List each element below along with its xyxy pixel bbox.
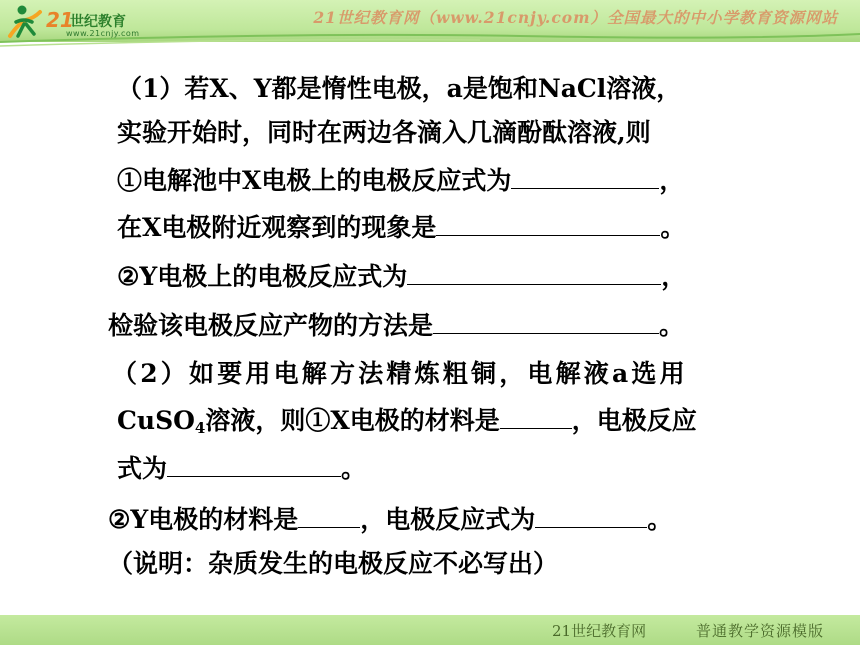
text-line-9b: 。 bbox=[341, 454, 367, 483]
text-line-6b: 。 bbox=[659, 311, 685, 340]
text-line-8c: ，电极反应 bbox=[571, 406, 697, 435]
question-1-line-2 bbox=[117, 118, 651, 148]
subscript-4: 4 bbox=[194, 419, 206, 437]
question-1-part-1 bbox=[117, 166, 684, 196]
text-line-10b: ，电极反应式为 bbox=[360, 505, 536, 534]
answer-blank-x-phenomenon[interactable] bbox=[436, 213, 660, 236]
text-line-2: 实验开始时，同时在两边各滴入几滴酚酞溶液,则 bbox=[117, 118, 651, 147]
question-2-part-2 bbox=[108, 505, 672, 535]
text-line-10c: 。 bbox=[647, 505, 673, 534]
text-line-8b: 溶液，则①X电极的材料是 bbox=[205, 406, 500, 435]
text-line-1: （1）若X、Y都是惰性电极，a是饱和NaCl溶液， bbox=[117, 74, 682, 103]
answer-blank-y-reaction[interactable] bbox=[407, 262, 661, 285]
svg-text:世纪教育: 世纪教育 bbox=[70, 14, 126, 30]
text-line-7: （2）如要用电解方法精炼粗铜，电解液a选用 bbox=[112, 359, 688, 388]
header-swoosh bbox=[0, 30, 860, 52]
question-2-part-1b bbox=[117, 454, 366, 484]
footer-banner bbox=[0, 615, 860, 645]
answer-blank-y-material[interactable] bbox=[298, 505, 360, 528]
text-line-5b: ， bbox=[661, 262, 687, 291]
logo-url-text: www.21cnjy.com bbox=[66, 29, 140, 38]
text-line-6a: 检验该电极反应产物的方法是 bbox=[108, 311, 434, 340]
answer-blank-x-equation[interactable] bbox=[167, 454, 341, 477]
text-line-9a: 式为 bbox=[117, 454, 168, 483]
text-line-3b: ， bbox=[659, 166, 685, 195]
text-line-4b: 。 bbox=[660, 213, 686, 242]
answer-blank-test-method[interactable] bbox=[433, 311, 659, 334]
answer-blank-x-reaction[interactable] bbox=[511, 166, 659, 189]
question-2-intro bbox=[112, 359, 688, 389]
text-line-8a: CuSO bbox=[117, 406, 195, 435]
question-1-part-1b bbox=[117, 213, 685, 243]
text-line-10a: ②Y电极的材料是 bbox=[108, 505, 299, 534]
question-1-part-2 bbox=[117, 262, 686, 292]
text-line-5a: ②Y电极上的电极反应式为 bbox=[117, 262, 408, 291]
text-line-4a: 在X电极附近观察到的现象是 bbox=[117, 213, 437, 242]
question-2-part-1 bbox=[117, 406, 697, 443]
note-line bbox=[108, 549, 558, 579]
question-1-part-2b bbox=[108, 311, 684, 341]
answer-blank-y-equation[interactable] bbox=[535, 505, 647, 528]
header-slogan: 21世纪教育网（www.21cnjy.com）全国最大的中小学教育资源网站 bbox=[313, 8, 838, 27]
text-line-11: （说明：杂质发生的电极反应不必写出） bbox=[108, 549, 559, 578]
svg-text:21: 21 bbox=[46, 8, 74, 32]
question-1-intro bbox=[117, 74, 681, 104]
answer-blank-x-material[interactable] bbox=[500, 406, 572, 429]
text-line-3a: ①电解池中X电极上的电极反应式为 bbox=[117, 166, 512, 195]
footer-site-name: 21世纪教育网 bbox=[552, 622, 647, 640]
footer-template-name: 普通教学资源模版 bbox=[696, 622, 825, 640]
